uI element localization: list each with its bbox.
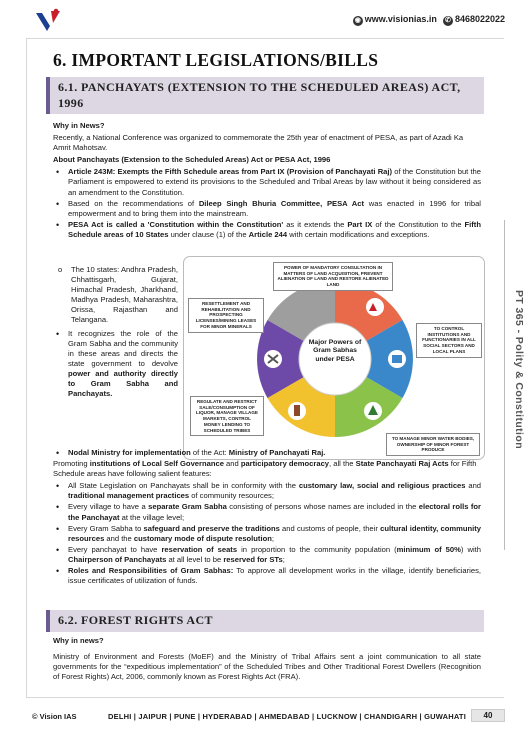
section-fra-body (53, 636, 481, 684)
phone-number (443, 14, 505, 26)
page-header (0, 0, 531, 38)
section-pesa-body (53, 121, 481, 241)
diagram-label-liquor: REGULATE AND RESTRICT SALE/CONSUMPTION OF LIQUOR, MANAGE VILLAGE MARKETS, CONTROL MONEY LENDING TO SCHEDULED TRIBES (190, 396, 264, 436)
footer-cities: DELHI | JAIPUR | PUNE | HYDERABAD | AHMEDABAD | LUCKNOW | CHANDIGARH | GUWAHATI (108, 712, 466, 721)
salient-features-intro: Promoting institutions of Local Self Governance and participatory democracy, all the State Panchayati Raj Acts for Fifth Schedule areas have following salient features: (53, 459, 477, 479)
contact-info (353, 14, 505, 26)
diagram-label-land: POWER OF MANDATORY CONSULTATION IN MATTERS OF LAND ACQUISITION, PREVENT ALIENATION OF LAND AND RESTORE ALIENATED LAND (273, 262, 393, 291)
bullet-bhuria-committee: • Based on the recommendations of Dileep Singh Bhuria Committee, PESA Act was enacted in 1996 for tribal empowerment and to bring them into the mainstream. (53, 199, 481, 219)
feature-traditions: • Every Gram Sabha to safeguard and preserve the traditions and customs of people, their cultural identity, community resources and the customary mode of dispute resolution; (53, 524, 481, 544)
phone-text: 8468022022 (454, 14, 505, 24)
section-heading-pesa: 6.1. PANCHAYATS (EXTENSION TO THE SCHEDULED AREAS) ACT, 1996 (46, 77, 484, 114)
diagram-center-label: Major Powers of Gram Sabhas under PESA (308, 339, 362, 363)
feature-customary-law: • All State Legislation on Panchayats shall be in conformity with the customary law, social and religious practices and traditional management practices of community resources; (53, 481, 481, 501)
states-column (53, 264, 178, 400)
feature-separate-gram-sabha: • Every village to have a separate Gram Sabha consisting of persons whose names are included in the electoral rolls for the Panchayat at the village level; (53, 502, 481, 522)
vision-ias-logo (33, 7, 63, 33)
nodal-ministry-list (53, 448, 481, 458)
bullet-article-243m: • Article 243M: Exempts the Fifth Schedule areas from Part IX (Provision of Panchayati Raj) of the Constitution but the Parliament is empowered to extend its provisions to the Scheduled and Tribal Areas by law without it being considered as an amendment to the Constitution. (53, 167, 481, 197)
section-heading-fra: 6.2. FOREST RIGHTS ACT (46, 610, 484, 632)
diagram-label-institutions: TO CONTROL INSTITUTIONS AND FUNCTIONARIES IN ALL SOCIAL SECTORS AND LOCAL PLANS (416, 323, 482, 358)
globe-icon: ◉ (354, 17, 361, 24)
diagram-label-water: TO MANAGE MINOR WATER BODIES, OWNERSHIP OF MINOR FOREST PRODUCE (386, 433, 480, 456)
fra-why-in-news-label: Why in news? (53, 636, 104, 645)
ten-states-list: o The 10 states: Andhra Pradesh, Chhattisgarh, Gujarat, Himachal Pradesh, Jharkhand, Madhya Pradesh, Maharashtra, Orissa, Rajasthan and Telangana. (53, 265, 178, 326)
bullet-gram-sabha-role: • It recognizes the role of the Gram Sabha and the community in these areas and directs the state government to devolve power and authority directly to Gram Sabha and Panchayats. (53, 329, 178, 400)
bullet-constitution-within: • PESA Act is called a 'Constitution within the Constitution' as it extends the Part IX of the Constitution to the Fifth Schedule areas of 10 States under clause (1) of the Article 244 with certain modifications and exceptions. (53, 220, 481, 240)
why-in-news-text: Recently, a National Conference was organized to commemorate the 25th year of enactment of PESA, as part of Azadi Ka Amrit Mahotsav. (53, 133, 464, 153)
diagram-label-minerals: RESETTLEMENT AND REHABILITATION AND PROSPECTING LICENSES/MINING LEASES FOR MINOR MINERALS (188, 298, 264, 333)
page-number: 40 (471, 709, 505, 722)
chapter-title: 6. IMPORTANT LEGISLATIONS/BILLS (53, 50, 379, 70)
website-link[interactable] (353, 14, 437, 26)
sidebar-label: PT 365 - Polity & Constitution (513, 290, 525, 450)
phone-icon: ✆ (443, 16, 453, 26)
website-text: www.visionias.in (364, 14, 437, 24)
salient-features-list (53, 481, 481, 586)
feature-gram-sabha-roles: • Roles and Responsibilities of Gram Sabhas: To approve all development works in the village, identify beneficiaries, issue certificates of utilization of funds. (53, 566, 481, 586)
fra-news-text: Ministry of Environment and Forests (MoEF) and the Ministry of Tribal Affairs sent a joint communication to all state governments for the “expeditious implementation” of the Scheduled Tribes and Other Traditional Forest Dwellers (Recognition of Forest Rights) Act, 2006, commonly known as Forest Rights Act (FRA). (53, 652, 481, 682)
feature-reservation: • Every panchayat to have reservation of seats in proportion to the community population (minimum of 50%) with Chairperson of Panchayats at all level to be reserved for STs; (53, 545, 481, 565)
pesa-bullet-list (53, 167, 481, 240)
section-pesa-features (53, 448, 481, 587)
bullet-nodal-ministry: • Nodal Ministry for implementation of the Act: Ministry of Panchayati Raj. (53, 448, 481, 458)
gram-sabha-powers-diagram (183, 256, 485, 460)
footer-brand: © Vision IAS (32, 712, 77, 721)
about-pesa-label: About Panchayats (Extension to the Scheduled Areas) Act or PESA Act, 1996 (53, 155, 331, 165)
why-in-news-label: Why in News? (53, 121, 105, 130)
gram-sabha-bullet (53, 329, 178, 400)
page-footer (0, 706, 531, 726)
